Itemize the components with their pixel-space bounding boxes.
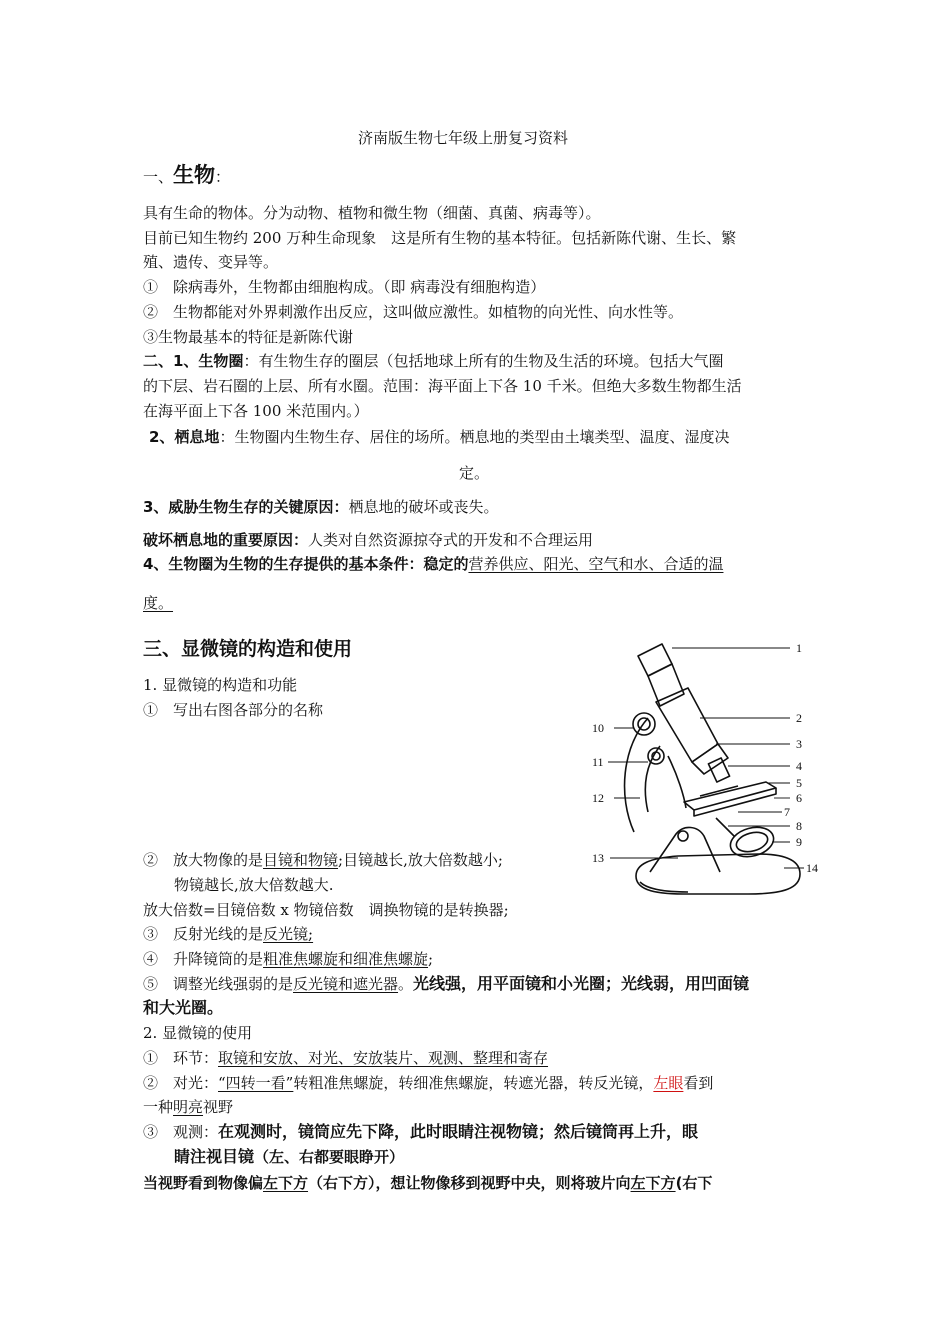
mirror-arm [716,818,734,836]
question-focus [143,948,433,970]
threat-label: 3、威胁生物生存的关键原因： [143,498,349,516]
habitat-line-end: 定。 [459,464,490,482]
usage-steps [143,1047,548,1069]
habitat-text: ：生物圈内生物生存、居住的场所。栖息地的类型由土壤类型、温度、湿度决 [219,428,730,446]
question-light [143,973,749,995]
subsection-usage: 2. 显微镜的使用 [143,1024,253,1042]
label-10: 10 [592,721,604,735]
biosphere-text: ：有生物生存的圈层（包括地球上所有的生物及生活的环境。包括大气圈 [243,352,724,370]
usage-light-left-eye: 左眼 [653,1074,684,1092]
question-reflect-label: ③ 反射光线的是 [143,925,264,943]
question-magnify [143,849,503,871]
question-light-period: 。 [398,975,414,993]
label-14: 14 [806,861,818,875]
question-magnify-cont: 物镜越长,放大倍数越大. [174,876,334,894]
usage-observe-label: ③ 观测： [143,1123,219,1141]
question-reflect-answer: 反光镜; [263,925,314,943]
threat-line [143,496,498,518]
paragraph-life-phenomena: 目前已知生物约 200 万种生命现象 这是所有生物的基本特征。包括新陈代谢、生长、繁 [143,229,737,247]
label-12: 12 [592,791,604,805]
section-1-heading [143,164,230,188]
question-magnify-label: ② 放大物像的是 [143,851,264,869]
question-light-rule: 光线强，用平面镜和小光圈；光线弱，用凹面镜 [413,974,750,993]
question-focus-answer: 粗准焦螺旋和细准焦螺旋 [263,950,429,968]
habitat-line [149,426,729,448]
biosphere-line [143,350,723,372]
usage-move-c: (右下 [675,1174,713,1192]
usage-observe [143,1121,698,1143]
usage-observe-cont [174,1146,404,1168]
conditions-line-end [143,592,173,614]
question-light-answer: 反光镜和遮光器 [293,975,399,993]
section-3-heading: 三、显微镜的构造和使用 [143,638,353,660]
usage-light-field: 视野 [203,1098,234,1116]
habitat-damage-line [143,529,593,551]
usage-light-cont [143,1096,233,1118]
biosphere-line-2: 的下层、岩石圈的上层、所有水圈。范围：海平面上下各 10 千米。但绝大多数生物都生活 [143,377,742,395]
microscope-diagram [588,636,824,912]
nosepiece [692,744,728,774]
habitat-damage-text: 人类对自然资源掠夺式的开发和不合理运用 [308,531,594,549]
section-1-title: 生物 [173,163,216,187]
label-6: 6 [796,791,802,805]
conditions-label: 4、生物圈为生物的生存提供的基本条件：稳定的 [143,555,469,573]
section-1-colon: ： [215,168,231,186]
label-1: 1 [796,641,802,655]
mirror [727,823,777,861]
threat-text: 栖息地的破坏或丧失。 [348,498,499,516]
habitat-label: 2、栖息地 [149,428,220,446]
label-2: 2 [796,711,802,725]
habitat-damage-label: 破坏栖息地的重要原因： [143,531,309,549]
pillar-pivot [678,831,688,841]
usage-steps-label: ① 环节： [143,1049,219,1067]
label-8: 8 [796,819,802,833]
usage-move-b: （右下方），想让物像移到视野中央，则将玻片向 [308,1174,631,1192]
paragraph-life-phenomena-cont: 殖、遗传、变异等。 [143,253,279,271]
usage-light [143,1072,713,1094]
question-reflect [143,923,313,945]
subsection-structure: 1. 显微镜的构造和功能 [143,676,298,694]
usage-observe-paren: （左、右都要眼睁开） [254,1148,405,1166]
list-item-cells: ① 除病毒外，生物都由细胞构成。（即 病毒没有细胞构造） [143,278,546,296]
question-light-rule-cont: 和大光圈。 [143,998,224,1017]
eyepiece-top [638,644,672,676]
conditions-text-end: 度。 [143,594,174,612]
label-3: 3 [796,737,802,751]
biosphere-label: 二、1、生物圈 [143,352,244,370]
biosphere-line-3: 在海平面上下各 100 米范围内。） [143,402,369,420]
label-13: 13 [592,851,604,865]
question-parts: ① 写出右图各部分的名称 [143,701,324,719]
label-4: 4 [796,759,802,773]
usage-move-a: 当视野看到物像偏 [143,1174,264,1192]
question-magnify-answer: 目镜和物镜 [263,851,339,869]
objective-lens [708,758,729,782]
usage-light-bright: 明亮 [173,1098,204,1116]
base-shape [636,854,800,894]
question-focus-end: ; [428,950,434,968]
label-11: 11 [592,755,604,769]
usage-light-text: 转粗准焦螺旋，转细准焦螺旋，转遮光器，转反光镜， [293,1074,654,1092]
arm-to-stage [668,756,686,808]
usage-steps-answer: 取镜和安放、对光、安放装片、观测、整理和寄存 [218,1049,549,1067]
section-1-prefix: 一、 [143,168,174,186]
question-magnify-text: ;目镜越长,放大倍数越小; [338,851,503,869]
label-7: 7 [784,805,790,819]
usage-light-label: ② 对光： [143,1074,219,1092]
usage-move-slide [143,1172,712,1194]
list-item-metabolism: ③生物最基本的特征是新陈代谢 [143,328,354,346]
page-title: 济南版生物七年级上册复习资料 [358,129,569,147]
usage-light-quote: “四转一看” [218,1074,294,1092]
eyepiece-barrel [648,664,684,706]
usage-light-a: 一种 [143,1098,174,1116]
label-9: 9 [796,835,802,849]
question-light-label: ⑤ 调整光线强弱的是 [143,975,294,993]
usage-move-answer-2: 左下方 [630,1174,676,1192]
question-focus-label: ④ 升降镜筒的是 [143,950,264,968]
usage-light-see: 看到 [683,1074,714,1092]
conditions-line [143,553,723,575]
label-5: 5 [796,776,802,790]
usage-observe-rule-end: 睛注视目镜 [174,1147,255,1166]
usage-move-answer-1: 左下方 [263,1174,309,1192]
microscope-drawing [625,644,800,894]
leader-lines [608,648,804,868]
magnification-formula: 放大倍数=目镜倍数 x 物镜倍数 调换物镜的是转换器; [143,901,509,919]
paragraph-definition: 具有生命的物体。分为动物、植物和微生物（细菌、真菌、病毒等）。 [143,204,601,222]
pillar-shape [650,827,720,872]
list-item-response: ② 生物都能对外界刺激作出反应，这叫做应激性。如植物的向光性、向水性等。 [143,303,684,321]
conditions-text: 营养供应、阳光、空气和水、合适的温 [468,555,724,573]
base-rim [640,882,688,892]
usage-observe-rule: 在观测时，镜筒应先下降，此时眼睛注视物镜；然后镜筒再上升，眼 [218,1122,699,1141]
